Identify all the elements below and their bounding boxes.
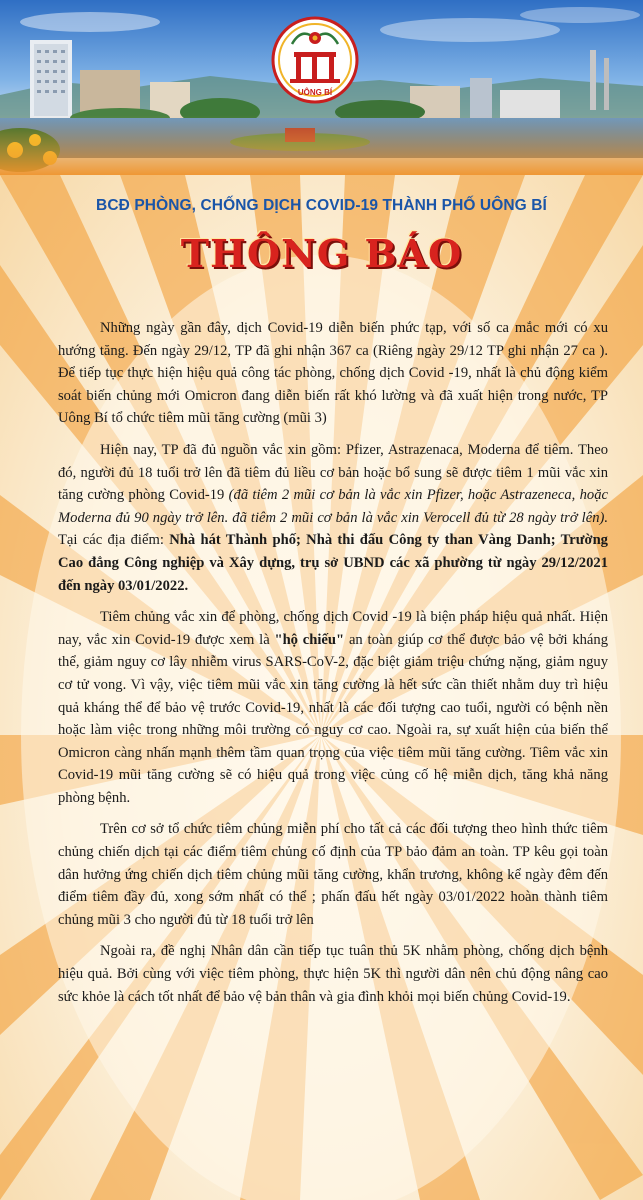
paragraph-3 xyxy=(58,606,608,809)
organization-heading: BCĐ PHÒNG, CHỐNG DỊCH COVID-19 THÀNH PHỐ UÔNG BÍ xyxy=(96,197,547,214)
city-panorama-image xyxy=(0,0,643,175)
paragraph-5: Ngoài ra, đề nghị Nhân dân cần tiếp tục tuân thủ 5K nhằm phòng, chống dịch bệnh hiệu quả. Bởi cùng với việc tiêm phòng, thực hiện 5K thì người dân nên chủ động nâng cao sức khỏe là cách tốt nhất để bảo vệ bản thân và gia đình khỏi mọi biến chủng Covid-19. xyxy=(58,943,608,1005)
notice-body xyxy=(0,175,643,1200)
paragraph-2-locations: Nhà hát Thành phố; Nhà thi đấu Công ty than Vàng Danh; Trường Cao đẳng Công nghiệp và Xây dựng, trụ sở UBND các xã phường từ ngày 29/12/2021 đến ngày 03/01/2022. xyxy=(58,532,608,594)
notice-text xyxy=(58,317,608,1017)
notice-title: THÔNG BÁO xyxy=(180,231,463,276)
paragraph-2 xyxy=(58,439,608,597)
paragraph-4: Trên cơ sở tổ chức tiêm chủng miễn phí cho tất cả các đối tượng theo hình thức tiêm chủng chiến dịch tại các điểm tiêm chủng cố định của TP bảo đảm an toàn. TP kêu gọi toàn dân hưởng ứng chiến dịch tiêm chủng mũi tăng cường, khẩn trương, không kể ngày đêm đến điểm tiêm đầy đủ, xong sớm nhất có thể ; phấn đấu hết ngày 03/01/2022 hoàn thành tiêm chủng mũi 3 cho người đủ từ 18 tuổi trở lên xyxy=(58,821,608,928)
logo-text: UÔNG BÍ xyxy=(297,88,333,97)
paragraph-2-locations-intro: Tại các địa điểm: xyxy=(58,532,170,549)
paragraph-3-passport: "hộ chiếu" xyxy=(274,631,345,648)
paragraph-2-italic: (đã tiêm 2 mũi cơ bản là vắc xin Pfizer, hoặc Astrazeneca, hoặc Moderna đủ 90 ngày trở lên. đã tiêm 2 mũi cơ bản là vắc xin Verocell đủ từ 28 ngày trở lên). xyxy=(58,487,608,526)
paragraph-3-rest: an toàn giúp cơ thể được bảo vệ bởi kháng thể, giảm nguy cơ lây nhiễm virus SARS-CoV-2, đặc biệt giảm triệu chứng nặng, giảm nguy cơ tử vong. Vì vậy, việc tiêm mũi vắc xin tăng cường là hết sức cần thiết nhằm duy trì hiệu quả kháng thể để bảo vệ trước Covid-19, nhất là các đối tượng cao tuổi, người có bệnh nền hoặc làm việc trong những môi trường có nguy cơ cao. Ngoài ra, sự xuất hiện của biến thể Omicron càng nhấn mạnh thêm tầm quan trọng của việc tiêm mũi tăng cường. Tiêm vắc xin Covid-19 mũi tăng cường sẽ có hiệu quả trong việc củng cố hệ miễn dịch, tăng khả năng phòng bệnh. xyxy=(58,631,608,806)
paragraph-2-text: Hiện nay, TP đã đủ nguồn vắc xin gồm: Pfizer, Astrazenaca, Moderna để tiêm. Theo đó, người đủ 18 tuổi trở lên đã tiêm đủ liều cơ bản hoặc bổ sung sẽ được tiêm 1 mũi vắc xin tăng cường phòng Covid-19 xyxy=(58,441,608,504)
city-banner xyxy=(0,0,643,175)
paragraph-1: Những ngày gần đây, dịch Covid-19 diễn biến phức tạp, với số ca mắc mới có xu hướng tăng. Đến ngày 29/12, TP đã ghi nhận 367 ca (Riêng ngày 29/12 TP ghi nhận 27 ca ). Để tiếp tục thực hiện hiệu quả công tác phòng, chống dịch Covid -19, nhất là chủ động kiểm soát biến chủng mới Omicron đang diễn biến rất khó lường và đã xuất hiện trong nước, TP Uông Bí tổ chức tiêm mũi tăng cường (mũi 3) xyxy=(58,320,608,427)
paragraph-3-text: Tiêm chủng vắc xin để phòng, chống dịch Covid -19 là biện pháp hiệu quả nhất. Hiện nay, vắc xin Covid-19 được xem là xyxy=(58,609,608,648)
